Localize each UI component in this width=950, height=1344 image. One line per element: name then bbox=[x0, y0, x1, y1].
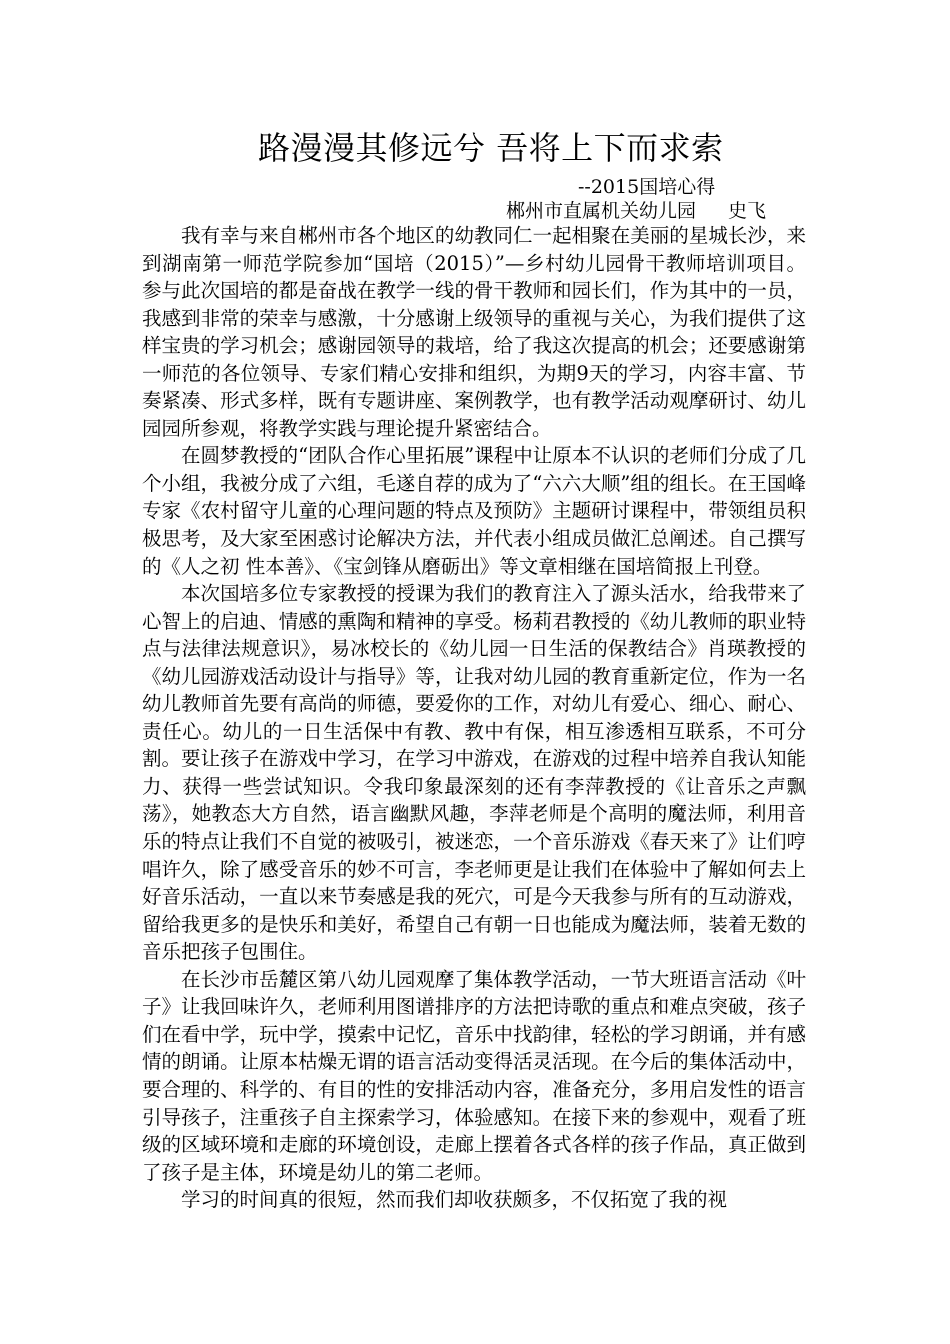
paragraph-2: 在圆梦教授的“团队合作心里拓展”课程中让原本不认识的老师们分成了几个小组，我被分成了六组，毛遂自荐的成为了“六六大顺”组的组长。在王国峰专家《农村留守儿童的心理问题的特点及预防》主题研讨课程中，带领组员积极思考，及大家至困惑讨论解决方法，并代表小组成员做汇总阐述。自己撰写的《人之初 性本善》、《宝剑锋从磨砺出》等文章相继在国培简报上刊登。 bbox=[142, 444, 806, 578]
document-subtitle: --2015国培心得 bbox=[578, 176, 716, 198]
paragraph-5: 学习的时间真的很短，然而我们却收获颇多，不仅拓宽了我的视 bbox=[181, 1188, 728, 1212]
author-organization: 郴州市直属机关幼儿园 bbox=[506, 200, 697, 222]
paragraph-4: 在长沙市岳麓区第八幼儿园观摩了集体教学活动，一节大班语言活动《叶子》让我回味许久，老师利用图谱排序的方法把诗歌的重点和难点突破，孩子们在看中学，玩中学，摸索中记忆，音乐中找韵律，轻松的学习朗诵，并有感情的朗诵。让原本枯燥无谓的语言活动变得活灵活现。在今后的集体活动中，要合理的、科学的、有目的性的安排活动内容，准备充分，多用启发性的语言引导孩子，注重孩子自主探索学习，体验感知。在接下来的参观中，观看了班级的区域环境和走廊的环境创设，走廊上摆着各式各样的孩子作品，真正做到了孩子是主体，环境是幼儿的第二老师。 bbox=[142, 967, 806, 1184]
author-line bbox=[506, 198, 766, 224]
paragraph-3: 本次国培多位专家教授的授课为我们的教育注入了源头活水，给我带来了心智上的启迪、情感的熏陶和精神的享受。杨莉君教授的《幼儿教师的职业特点与法律法规意识》，易冰校长的《幼儿园一日生活的保教结合》肖瑛教授的《幼儿园游戏活动设计与指导》等，让我对幼儿园的教育重新定位，作为一名幼儿教师首先要有高尚的师德，要爱你的工作，对幼儿有爱心、细心、耐心、责任心。幼儿的一日生活保中有教、教中有保，相互渗透相互联系，不可分割。要让孩子在游戏中学习，在学习中游戏，在游戏的过程中培养自我认知能力、获得一些尝试知识。令我印象最深刻的还有李萍教授的《让音乐之声飘荡》，她教态大方自然，语言幽默风趣，李萍老师是个高明的魔法师，利用音乐的特点让我们不自觉的被吸引，被迷恋，一个音乐游戏《春天来了》让们哼唱许久，除了感受音乐的妙不可言，李老师更是让我们在体验中了解如何去上好音乐活动，一直以来节奏感是我的死穴，可是今天我参与所有的互动游戏，留给我更多的是快乐和美好，希望自己有朝一日也能成为魔法师，装着无数的音乐把孩子包围住。 bbox=[142, 582, 806, 964]
paragraph-1: 我有幸与来自郴州市各个地区的幼教同仁一起相聚在美丽的星城长沙，来到湖南第一师范学院参加“国培（2015）”—乡村幼儿园骨干教师培训项目。参与此次国培的都是奋战在教学一线的骨干教师和园长们，作为其中的一员，我感到非常的荣幸与感激，十分感谢上级领导的重视与关心，为我们提供了这样宝贵的学习机会；感谢园领导的栽培，给了我这次提高的机会；还要感谢第一师范的各位领导、专家们精心安排和组织，为期9天的学习，内容丰富、节奏紧凑、形式多样，既有专题讲座、案例教学，也有教学活动观摩研讨、幼儿园园所参观，将教学实践与理论提升紧密结合。 bbox=[142, 224, 806, 440]
document-body bbox=[142, 222, 806, 1214]
document-title: 路漫漫其修远兮 吾将上下而求索 bbox=[258, 129, 724, 167]
author-name: 史飞 bbox=[728, 200, 767, 222]
